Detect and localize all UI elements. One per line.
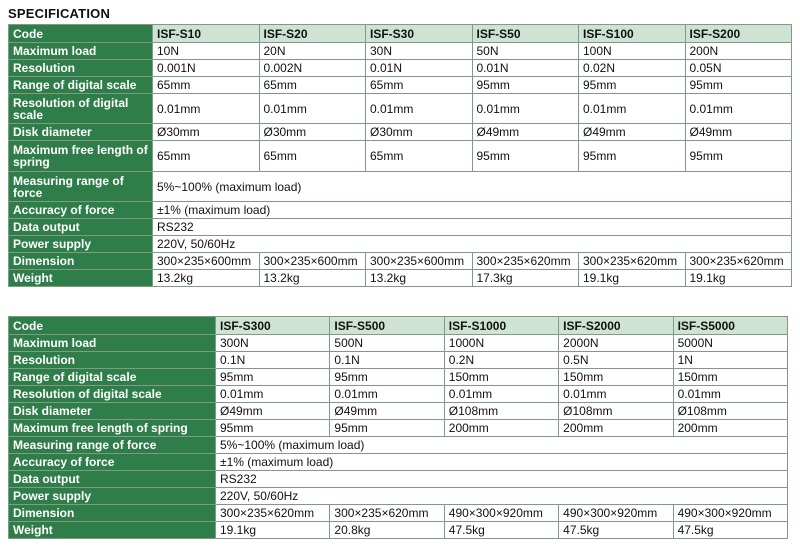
cell-value: 5000N: [673, 335, 787, 352]
cell-value: Ø49mm: [330, 403, 444, 420]
cell-value: 150mm: [673, 369, 787, 386]
spanned-value: RS232: [216, 471, 788, 488]
row-label: Weight: [9, 270, 153, 287]
spec-row-maximum-load: [9, 335, 788, 352]
cell-value: 95mm: [579, 141, 686, 172]
spanned-value: 220V, 50/60Hz: [153, 236, 792, 253]
cell-value: 490×300×920mm: [673, 505, 787, 522]
cell-value: 0.01mm: [259, 94, 366, 124]
cell-value: Ø49mm: [472, 124, 579, 141]
row-label: Dimension: [9, 253, 153, 270]
cell-value: 50N: [472, 43, 579, 60]
cell-value: 0.01mm: [366, 94, 473, 124]
cell-value: 0.01mm: [330, 386, 444, 403]
cell-value: 17.3kg: [472, 270, 579, 287]
row-label: Measuring range of force: [9, 172, 153, 202]
cell-value: 0.05N: [685, 60, 792, 77]
row-label: Maximum load: [9, 335, 216, 352]
cell-value: 0.01N: [472, 60, 579, 77]
cell-value: 95mm: [685, 141, 792, 172]
cell-value: 0.1N: [216, 352, 330, 369]
cell-value: 1000N: [444, 335, 558, 352]
cell-value: 13.2kg: [153, 270, 260, 287]
cell-value: 20.8kg: [330, 522, 444, 539]
cell-value: Ø108mm: [559, 403, 673, 420]
row-label: Disk diameter: [9, 403, 216, 420]
spec-row-data-output: [9, 471, 788, 488]
cell-value: 10N: [153, 43, 260, 60]
cell-value: 95mm: [216, 369, 330, 386]
cell-value: 300×235×620mm: [579, 253, 686, 270]
cell-value: 150mm: [444, 369, 558, 386]
header-row: [9, 317, 788, 335]
row-label: Maximum free length of spring: [9, 141, 153, 172]
cell-value: Ø49mm: [216, 403, 330, 420]
cell-value: 300×235×600mm: [366, 253, 473, 270]
cell-value: 13.2kg: [366, 270, 473, 287]
cell-value: 300×235×620mm: [216, 505, 330, 522]
cell-value: 1N: [673, 352, 787, 369]
cell-value: 0.1N: [330, 352, 444, 369]
cell-value: 47.5kg: [673, 522, 787, 539]
spec-row-maximum-free-length-of-spring: [9, 420, 788, 437]
cell-value: 200mm: [673, 420, 787, 437]
spec-row-range-of-digital-scale: [9, 369, 788, 386]
spanned-value: 5%~100% (maximum load): [216, 437, 788, 454]
row-label: Accuracy of force: [9, 202, 153, 219]
row-label: Weight: [9, 522, 216, 539]
cell-value: 0.01mm: [685, 94, 792, 124]
cell-value: 500N: [330, 335, 444, 352]
model-isf-s500: ISF-S500: [330, 317, 444, 335]
cell-value: 0.5N: [559, 352, 673, 369]
spec-row-range-of-digital-scale: [9, 77, 792, 94]
cell-value: 150mm: [559, 369, 673, 386]
code-label: Code: [9, 317, 216, 335]
spec-row-power-supply: [9, 488, 788, 505]
code-label: Code: [9, 25, 153, 43]
cell-value: 200N: [685, 43, 792, 60]
cell-value: 0.001N: [153, 60, 260, 77]
spec-row-disk-diameter: [9, 124, 792, 141]
spec-row-data-output: [9, 219, 792, 236]
cell-value: 100N: [579, 43, 686, 60]
cell-value: Ø108mm: [444, 403, 558, 420]
spec-table-2: [8, 316, 788, 539]
cell-value: 0.01mm: [444, 386, 558, 403]
model-isf-s10: ISF-S10: [153, 25, 260, 43]
row-label: Measuring range of force: [9, 437, 216, 454]
cell-value: 65mm: [153, 77, 260, 94]
row-label: Resolution: [9, 352, 216, 369]
spec-row-measuring-range-of-force: [9, 172, 792, 202]
row-label: Resolution: [9, 60, 153, 77]
cell-value: 65mm: [366, 77, 473, 94]
cell-value: 0.01mm: [216, 386, 330, 403]
row-label: Range of digital scale: [9, 77, 153, 94]
row-label: Power supply: [9, 488, 216, 505]
cell-value: 95mm: [472, 141, 579, 172]
model-isf-s30: ISF-S30: [366, 25, 473, 43]
cell-value: 300×235×620mm: [685, 253, 792, 270]
cell-value: 200mm: [444, 420, 558, 437]
cell-value: 20N: [259, 43, 366, 60]
header-row: [9, 25, 792, 43]
model-isf-s1000: ISF-S1000: [444, 317, 558, 335]
cell-value: 19.1kg: [685, 270, 792, 287]
model-isf-s50: ISF-S50: [472, 25, 579, 43]
cell-value: 300N: [216, 335, 330, 352]
cell-value: 95mm: [330, 369, 444, 386]
cell-value: 0.01mm: [472, 94, 579, 124]
cell-value: 19.1kg: [579, 270, 686, 287]
cell-value: Ø49mm: [579, 124, 686, 141]
cell-value: 0.01mm: [579, 94, 686, 124]
cell-value: 95mm: [472, 77, 579, 94]
cell-value: 19.1kg: [216, 522, 330, 539]
cell-value: 95mm: [685, 77, 792, 94]
spec-row-dimension: [9, 505, 788, 522]
cell-value: 65mm: [259, 141, 366, 172]
spanned-value: 220V, 50/60Hz: [216, 488, 788, 505]
cell-value: Ø49mm: [685, 124, 792, 141]
model-isf-s300: ISF-S300: [216, 317, 330, 335]
row-label: Accuracy of force: [9, 454, 216, 471]
spec-row-resolution: [9, 352, 788, 369]
row-label: Resolution of digital scale: [9, 94, 153, 124]
cell-value: 0.01N: [366, 60, 473, 77]
cell-value: 0.002N: [259, 60, 366, 77]
spec-row-maximum-load: [9, 43, 792, 60]
spanned-value: RS232: [153, 219, 792, 236]
spec-row-accuracy-of-force: [9, 202, 792, 219]
spec-row-resolution-of-digital-scale: [9, 386, 788, 403]
row-label: Disk diameter: [9, 124, 153, 141]
cell-value: 0.01mm: [153, 94, 260, 124]
cell-value: Ø30mm: [259, 124, 366, 141]
cell-value: 65mm: [259, 77, 366, 94]
spec-row-accuracy-of-force: [9, 454, 788, 471]
cell-value: 0.01mm: [673, 386, 787, 403]
cell-value: 13.2kg: [259, 270, 366, 287]
spec-row-maximum-free-length-of-spring: [9, 141, 792, 172]
spec-row-weight: [9, 522, 788, 539]
cell-value: 0.02N: [579, 60, 686, 77]
cell-value: 2000N: [559, 335, 673, 352]
cell-value: 95mm: [579, 77, 686, 94]
row-label: Maximum free length of spring: [9, 420, 216, 437]
cell-value: Ø30mm: [366, 124, 473, 141]
row-label: Data output: [9, 219, 153, 236]
cell-value: 30N: [366, 43, 473, 60]
cell-value: 300×235×600mm: [153, 253, 260, 270]
row-label: Power supply: [9, 236, 153, 253]
cell-value: 95mm: [330, 420, 444, 437]
row-label: Maximum load: [9, 43, 153, 60]
cell-value: 300×235×600mm: [259, 253, 366, 270]
spec-row-measuring-range-of-force: [9, 437, 788, 454]
spec-row-dimension: [9, 253, 792, 270]
spanned-value: 5%~100% (maximum load): [153, 172, 792, 202]
cell-value: 65mm: [153, 141, 260, 172]
cell-value: 300×235×620mm: [330, 505, 444, 522]
cell-value: 0.01mm: [559, 386, 673, 403]
cell-value: 0.2N: [444, 352, 558, 369]
spec-row-power-supply: [9, 236, 792, 253]
cell-value: 65mm: [366, 141, 473, 172]
section-heading: SPECIFICATION: [8, 6, 111, 21]
model-isf-s20: ISF-S20: [259, 25, 366, 43]
cell-value: 490×300×920mm: [444, 505, 558, 522]
spec-row-resolution: [9, 60, 792, 77]
row-label: Dimension: [9, 505, 216, 522]
model-isf-s200: ISF-S200: [685, 25, 792, 43]
cell-value: 300×235×620mm: [472, 253, 579, 270]
cell-value: 47.5kg: [559, 522, 673, 539]
cell-value: 490×300×920mm: [559, 505, 673, 522]
spanned-value: ±1% (maximum load): [153, 202, 792, 219]
spec-row-disk-diameter: [9, 403, 788, 420]
cell-value: Ø108mm: [673, 403, 787, 420]
model-isf-s5000: ISF-S5000: [673, 317, 787, 335]
cell-value: 47.5kg: [444, 522, 558, 539]
cell-value: Ø30mm: [153, 124, 260, 141]
row-label: Range of digital scale: [9, 369, 216, 386]
cell-value: 200mm: [559, 420, 673, 437]
row-label: Data output: [9, 471, 216, 488]
model-isf-s100: ISF-S100: [579, 25, 686, 43]
model-isf-s2000: ISF-S2000: [559, 317, 673, 335]
spanned-value: ±1% (maximum load): [216, 454, 788, 471]
spec-table-1: [8, 24, 792, 287]
row-label: Resolution of digital scale: [9, 386, 216, 403]
spec-row-resolution-of-digital-scale: [9, 94, 792, 124]
cell-value: 95mm: [216, 420, 330, 437]
spec-row-weight: [9, 270, 792, 287]
